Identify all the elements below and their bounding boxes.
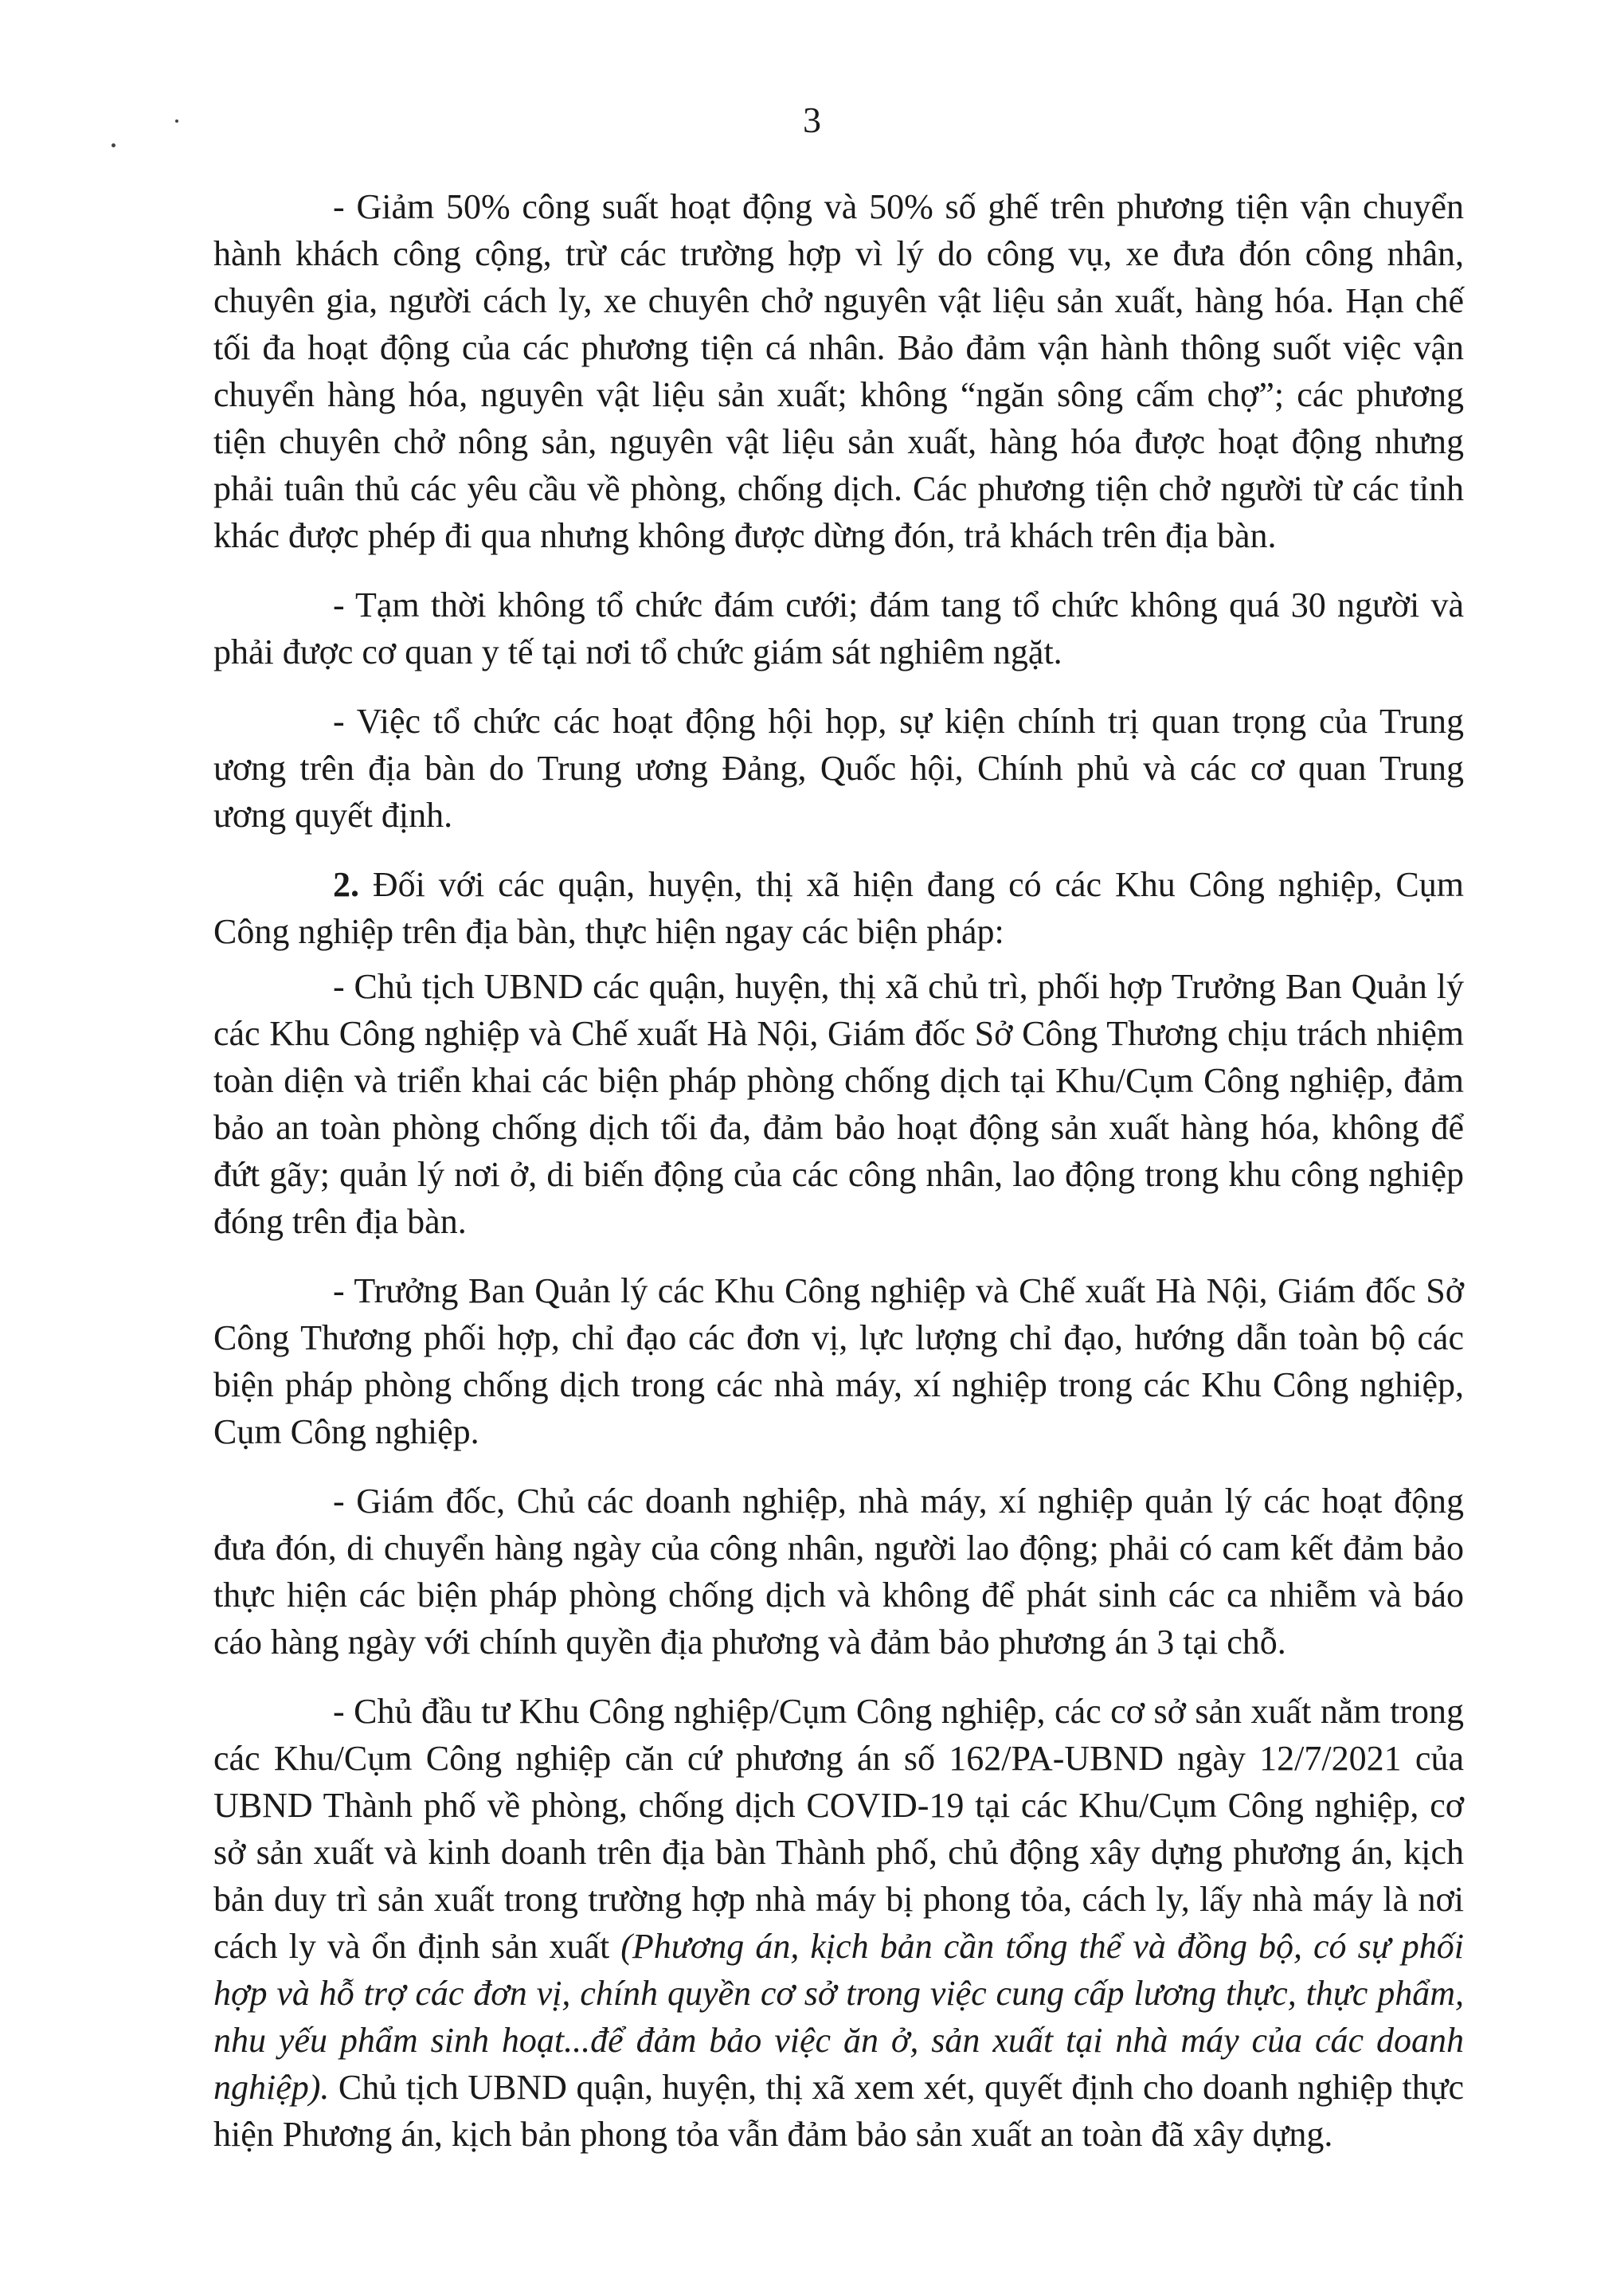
paragraph-section-2 (213, 861, 1464, 955)
page-number: 3 (803, 100, 821, 140)
paragraph-weddings-funerals: - Tạm thời không tổ chức đám cưới; đám tang tổ chức không quá 30 người và phải được cơ quan y tế tại nơi tổ chức giám sát nghiêm ngặt. (213, 585, 1464, 671)
plan-text-part-1: - Chủ đầu tư Khu Công nghiệp/Cụm Công nghiệp, các cơ sở sản xuất nằm trong các Khu/Cụm Công nghiệp căn cứ phương án số 162/PA-UBND ngày 12/7/2021 của UBND Thành phố về phòng, chống dịch COVID-19 tại các Khu/Cụm Công nghiệp, cơ sở sản xuất và kinh doanh trên địa bàn Thành phố, chủ động xây dựng phương án, kịch bản duy trì sản xuất trong trường hợp nhà máy bị phong tỏa, cách ly, lấy nhà máy là nơi cách ly và ổn định sản xuất (213, 1692, 1464, 1966)
document-body (213, 183, 1464, 2180)
section-2-text: Đối với các quận, huyện, thị xã hiện đang có các Khu Công nghiệp, Cụm Công nghiệp trên địa bàn, thực hiện ngay các biện pháp: (213, 865, 1464, 951)
plan-text-part-2: Chủ tịch UBND quận, huyện, thị xã xem xét, quyết định cho doanh nghiệp thực hiện Phương án, kịch bản phong tỏa vẫn đảm bảo sản xuất an toàn đã xây dựng. (213, 2068, 1464, 2154)
paragraph-reduce-transport: - Giảm 50% công suất hoạt động và 50% số ghế trên phương tiện vận chuyển hành khách công cộng, trừ các trường hợp vì lý do công vụ, xe đưa đón công nhân, chuyên gia, người cách ly, xe chuyên chở nguyên vật liệu sản xuất, hàng hóa. Hạn chế tối đa hoạt động của các phương tiện cá nhân. Bảo đảm vận hành thông suốt việc vận chuyển hàng hóa, nguyên vật liệu sản xuất; không “ngăn sông cấm chợ”; các phương tiện chuyên chở nông sản, nguyên vật liệu sản xuất, hàng hóa được hoạt động nhưng phải tuân thủ các yêu cầu về phòng, chống dịch. Các phương tiện chở người từ các tỉnh khác được phép đi qua nhưng không được dừng đón, trả khách trên địa bàn. (213, 187, 1464, 555)
plan-italic-note: (Phương án, kịch bản cần tổng thể và đồng bộ, có sự phối hợp và hỗ trợ các đơn vị, chính quyền cơ sở trong việc cung cấp lương thực, thực phẩm, nhu yếu phẩm sinh hoạt...để đảm bảo việc ăn ở, sản xuất tại nhà máy của các doanh nghiệp). (213, 1927, 1464, 2107)
paragraph-industrial-board: - Trưởng Ban Quản lý các Khu Công nghiệp và Chế xuất Hà Nội, Giám đốc Sở Công Thương phối hợp, chỉ đạo các đơn vị, lực lượng chỉ đạo, hướng dẫn toàn bộ các biện pháp phòng chống dịch trong các nhà máy, xí nghiệp trong các Khu Công nghiệp, Cụm Công nghiệp. (213, 1271, 1464, 1451)
scan-speck (112, 143, 115, 147)
paragraph-investors-plan (213, 1688, 1464, 2158)
section-number: 2. (333, 865, 359, 904)
paragraph-central-meetings: - Việc tổ chức các hoạt động hội họp, sự kiện chính trị quan trọng của Trung ương trên địa bàn do Trung ương Đảng, Quốc hội, Chính phủ và các cơ quan Trung ương quyết định. (213, 702, 1464, 835)
paragraph-enterprise-directors: - Giám đốc, Chủ các doanh nghiệp, nhà máy, xí nghiệp quản lý các hoạt động đưa đón, di chuyển hàng ngày của công nhân, người lao động; phải có cam kết đảm bảo thực hiện các biện pháp phòng chống dịch và không để phát sinh các ca nhiễm và báo cáo hàng ngày với chính quyền địa phương và đảm bảo phương án 3 tại chỗ. (213, 1482, 1464, 1662)
paragraph-district-chairman: - Chủ tịch UBND các quận, huyện, thị xã chủ trì, phối hợp Trưởng Ban Quản lý các Khu Công nghiệp và Chế xuất Hà Nội, Giám đốc Sở Công Thương chịu trách nhiệm toàn diện và triển khai các biện pháp phòng chống dịch tại Khu/Cụm Công nghiệp, đảm bảo an toàn phòng chống dịch tối đa, đảm bảo hoạt động sản xuất hàng hóa, không để đứt gãy; quản lý nơi ở, di biến động của các công nhân, lao động trong khu công nghiệp đóng trên địa bàn. (213, 967, 1464, 1241)
